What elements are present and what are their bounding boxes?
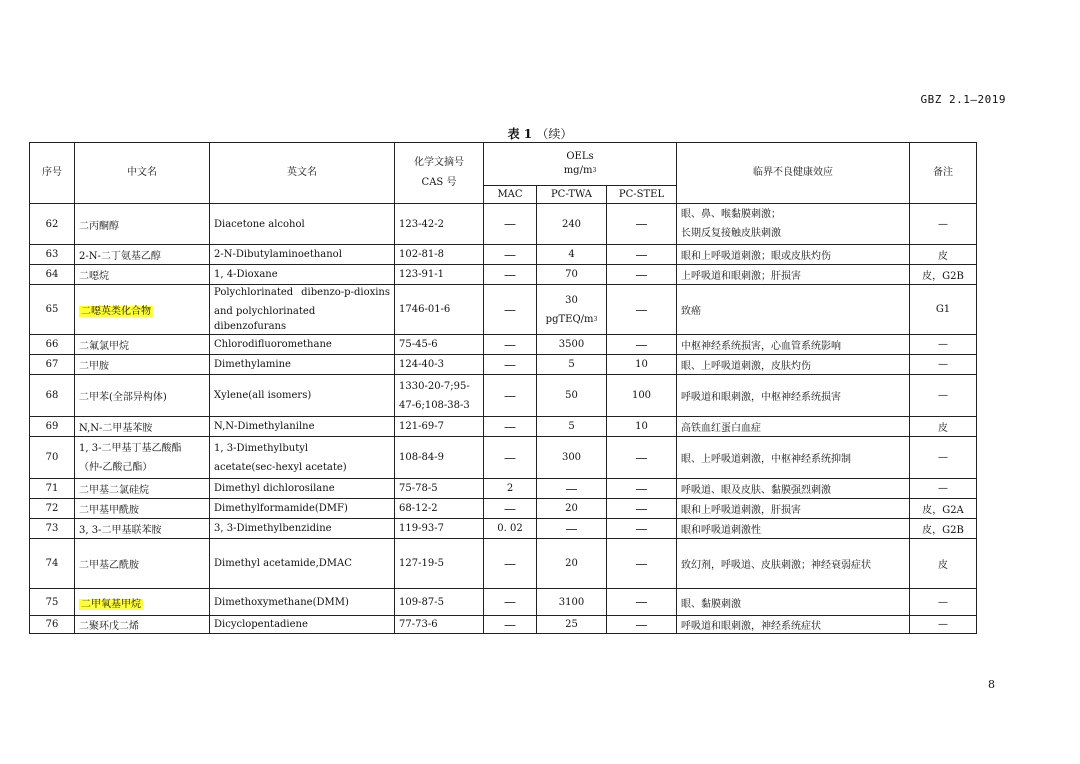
cell-mac: —	[484, 375, 537, 417]
table-row	[30, 437, 977, 479]
cell-en-name: Dimethylamine	[210, 355, 395, 375]
cell-pc-stel: —	[607, 616, 677, 634]
cell-pc-stel: 10	[607, 417, 677, 437]
cell-mac: —	[484, 245, 537, 265]
cell-en-name: 1, 4-Dioxane	[210, 265, 395, 285]
cell-pc-twa: 5	[537, 355, 607, 375]
cell-pc-stel: —	[607, 204, 677, 245]
cell-cn-name: 二氟氯甲烷	[75, 335, 210, 355]
cell-seq: 69	[30, 417, 75, 437]
cell-pc-twa: 240	[537, 204, 607, 245]
cell-pc-twa: —	[537, 519, 607, 539]
cell-cn-name	[75, 285, 210, 335]
cell-en-line1: 1, 3-Dimethylbutyl	[214, 442, 309, 454]
cell-pc-stel: —	[607, 499, 677, 519]
cell-note: —	[910, 437, 977, 479]
cell-en-name	[210, 285, 395, 335]
cell-seq: 65	[30, 285, 75, 335]
cell-note: —	[910, 375, 977, 417]
cell-en-name: Dimethyl acetamide,DMAC	[210, 539, 395, 589]
table-row	[30, 335, 977, 355]
cell-cas: 121-69-7	[395, 417, 484, 437]
cell-pc-twa: 300	[537, 437, 607, 479]
cell-pc-stel: —	[607, 245, 677, 265]
cell-effect: 眼和呼吸道刺激性	[677, 519, 910, 539]
cell-en-name: Dimethylformamide(DMF)	[210, 499, 395, 519]
cell-cn-line2: （仲-乙酸己酯）	[79, 461, 153, 473]
cell-seq: 74	[30, 539, 75, 589]
cell-note: —	[910, 616, 977, 634]
cell-mac: —	[484, 265, 537, 285]
cell-cas: 127-19-5	[395, 539, 484, 589]
table-row	[30, 417, 977, 437]
cell-seq: 64	[30, 265, 75, 285]
cell-pc-stel: —	[607, 335, 677, 355]
cell-pc-twa: 50	[537, 375, 607, 417]
cell-seq: 75	[30, 589, 75, 616]
cell-note: —	[910, 355, 977, 375]
cell-note: —	[910, 479, 977, 499]
cell-cn-name: 二甲基甲酰胺	[75, 499, 210, 519]
cell-mac: —	[484, 437, 537, 479]
cell-seq: 70	[30, 437, 75, 479]
cell-mac: —	[484, 589, 537, 616]
cell-cas: 1746-01-6	[395, 285, 484, 335]
page-number: 8	[988, 678, 995, 691]
cell-cn-name: 3, 3-二甲基联苯胺	[75, 519, 210, 539]
header-oels-label: OELs	[566, 151, 594, 162]
cell-pc-stel: —	[607, 519, 677, 539]
cell-effect: 眼、上呼吸道刺激，中枢神经系统抑制	[677, 437, 910, 479]
cell-cas: 119-93-7	[395, 519, 484, 539]
cell-note: —	[910, 589, 977, 616]
cell-note: 皮，G2A	[910, 499, 977, 519]
cell-pc-twa: —	[537, 479, 607, 499]
cell-pc-stel: —	[607, 265, 677, 285]
cell-cn-name	[75, 437, 210, 479]
cell-cas: 75-45-6	[395, 335, 484, 355]
cell-cas-line2: 47-6;108-38-3	[399, 399, 470, 411]
cell-pc-stel: —	[607, 539, 677, 589]
cell-cn-name: 2-N-二丁氨基乙醇	[75, 245, 210, 265]
cell-seq: 66	[30, 335, 75, 355]
cell-effect: 呼吸道和眼刺激，中枢神经系统损害	[677, 375, 910, 417]
table-row	[30, 204, 977, 245]
cell-pc-twa-value: 30	[565, 294, 578, 306]
cell-note: G1	[910, 285, 977, 335]
cell-en-name	[210, 437, 395, 479]
cell-note: 皮	[910, 417, 977, 437]
cell-mac: —	[484, 204, 537, 245]
standard-code: GBZ 2.1—2019	[920, 93, 1006, 106]
table-title-main: 表 1	[507, 127, 533, 141]
header-cas-line1: 化学文摘号	[414, 157, 464, 168]
cell-seq: 76	[30, 616, 75, 634]
header-oels	[484, 143, 677, 186]
cell-pc-twa: 25	[537, 616, 607, 634]
header-pc-stel: PC-STEL	[607, 186, 677, 204]
highlighted-name: 二噁英类化合物	[81, 306, 151, 317]
cell-pc-twa	[537, 285, 607, 335]
cell-seq: 72	[30, 499, 75, 519]
cell-mac: —	[484, 616, 537, 634]
cell-pc-twa: 20	[537, 499, 607, 519]
cell-en-name: N,N-Dimethylanilne	[210, 417, 395, 437]
table-row	[30, 479, 977, 499]
cell-en-name: Dimethyl dichlorosilane	[210, 479, 395, 499]
cell-mac: 2	[484, 479, 537, 499]
cell-note: 皮	[910, 539, 977, 589]
cell-pc-twa: 4	[537, 245, 607, 265]
table-row	[30, 265, 977, 285]
cell-seq: 62	[30, 204, 75, 245]
table-row	[30, 589, 977, 616]
cell-cn-name: 二聚环戊二烯	[75, 616, 210, 634]
table-row	[30, 499, 977, 519]
cell-effect: 眼和上呼吸道刺激，肝损害	[677, 499, 910, 519]
cell-cas: 102-81-8	[395, 245, 484, 265]
table-row	[30, 616, 977, 634]
cell-pc-stel: —	[607, 479, 677, 499]
cell-cn-name: 二甲胺	[75, 355, 210, 375]
cell-effect: 上呼吸道和眼刺激；肝损害	[677, 265, 910, 285]
cell-cas: 108-84-9	[395, 437, 484, 479]
cell-pc-twa: 3100	[537, 589, 607, 616]
header-note: 备注	[910, 143, 977, 204]
cell-en-line2: and polychlorinated dibenzofurans	[214, 306, 316, 332]
cell-en-line1: Polychlorinated dibenzo-p-dioxins	[214, 287, 390, 298]
cell-seq: 71	[30, 479, 75, 499]
cell-en-name: Chlorodifluoromethane	[210, 335, 395, 355]
cell-cas: 109-87-5	[395, 589, 484, 616]
table-title-continued: （续）	[536, 127, 573, 141]
cell-mac: —	[484, 499, 537, 519]
cell-cn-name	[75, 589, 210, 616]
cell-effect: 眼和上呼吸道刺激；眼或皮肤灼伤	[677, 245, 910, 265]
cell-cn-name: 二噁烷	[75, 265, 210, 285]
cell-cas: 124-40-3	[395, 355, 484, 375]
cell-note: 皮，G2B	[910, 519, 977, 539]
header-effect: 临界不良健康效应	[677, 143, 910, 204]
cell-en-name: 3, 3-Dimethylbenzidine	[210, 519, 395, 539]
cell-effect: 致癌	[677, 285, 910, 335]
oel-table	[29, 142, 977, 634]
cell-en-name: Dicyclopentadiene	[210, 616, 395, 634]
cell-pc-twa: 70	[537, 265, 607, 285]
cell-cas: 77-73-6	[395, 616, 484, 634]
cell-cn-name: N,N-二甲基苯胺	[75, 417, 210, 437]
cell-en-name: 2-N-Dibutylaminoethanol	[210, 245, 395, 265]
table-row	[30, 519, 977, 539]
cell-en-name: Xylene(all isomers)	[210, 375, 395, 417]
cell-en-name: Dimethoxymethane(DMM)	[210, 589, 395, 616]
cell-note: —	[910, 335, 977, 355]
cell-effect	[677, 204, 910, 245]
table-title	[0, 125, 1080, 142]
table-row	[30, 539, 977, 589]
cell-note: 皮	[910, 245, 977, 265]
header-en-name: 英文名	[210, 143, 395, 204]
cell-effect-line1: 眼、鼻、喉黏膜刺激；	[681, 209, 781, 220]
table-row	[30, 355, 977, 375]
cell-note: —	[910, 204, 977, 245]
cell-effect: 眼、上呼吸道刺激，皮肤灼伤	[677, 355, 910, 375]
cell-effect: 高铁血红蛋白血症	[677, 417, 910, 437]
cell-seq: 73	[30, 519, 75, 539]
cell-cas: 123-91-1	[395, 265, 484, 285]
cell-cn-name: 二甲基乙酰胺	[75, 539, 210, 589]
cell-cn-line1: 1, 3-二甲基丁基乙酸酯	[79, 442, 182, 454]
cell-en-name: Diacetone alcohol	[210, 204, 395, 245]
cell-pc-stel: 10	[607, 355, 677, 375]
cell-mac: —	[484, 285, 537, 335]
cell-pc-twa: 20	[537, 539, 607, 589]
header-cas	[395, 143, 484, 204]
cell-effect: 呼吸道和眼刺激，神经系统症状	[677, 616, 910, 634]
cell-mac: —	[484, 355, 537, 375]
cell-effect: 致幻剂，呼吸道、皮肤刺激；神经衰弱症状	[677, 539, 910, 589]
table-row	[30, 375, 977, 417]
cell-pc-twa: 5	[537, 417, 607, 437]
cell-effect-line2: 长期反复接触皮肤刺激	[681, 228, 781, 239]
header-pc-twa: PC-TWA	[537, 186, 607, 204]
highlighted-name: 二甲氧基甲烷	[81, 598, 141, 610]
cell-cn-name: 二甲苯(全部异构体)	[75, 375, 210, 417]
cell-effect: 中枢神经系统损害，心血管系统影响	[677, 335, 910, 355]
cell-cas: 68-12-2	[395, 499, 484, 519]
cell-pc-stel: 100	[607, 375, 677, 417]
cell-mac: —	[484, 417, 537, 437]
cell-seq: 67	[30, 355, 75, 375]
table-row	[30, 245, 977, 265]
cell-pc-stel: —	[607, 437, 677, 479]
cell-mac: —	[484, 335, 537, 355]
table-row	[30, 285, 977, 335]
header-cas-line2: CAS 号	[421, 177, 457, 188]
cell-seq: 63	[30, 245, 75, 265]
cell-cas: 123-42-2	[395, 204, 484, 245]
cell-pc-twa: 3500	[537, 335, 607, 355]
header-mac: MAC	[484, 186, 537, 204]
cell-pc-stel: —	[607, 589, 677, 616]
cell-cas: 75-78-5	[395, 479, 484, 499]
cell-cn-name: 二丙酮醇	[75, 204, 210, 245]
cell-cas-line1: 1330-20-7;95-	[399, 380, 470, 392]
cell-cas	[395, 375, 484, 417]
header-seq: 序号	[30, 143, 75, 204]
header-cn-name: 中文名	[75, 143, 210, 204]
header-oels-unit: $mg/m^3$	[563, 165, 597, 176]
cell-seq: 68	[30, 375, 75, 417]
cell-pc-stel: —	[607, 285, 677, 335]
cell-effect: 眼、黏膜刺激	[677, 589, 910, 616]
cell-note: 皮，G2B	[910, 265, 977, 285]
cell-mac: 0. 02	[484, 519, 537, 539]
cell-pc-twa-unit: pgTEQ/$m^3$	[545, 313, 598, 325]
cell-effect: 呼吸道、眼及皮肤、黏膜强烈刺激	[677, 479, 910, 499]
cell-mac: —	[484, 539, 537, 589]
cell-en-line2: acetate(sec-hexyl acetate)	[214, 461, 347, 473]
cell-cn-name: 二甲基二氯硅烷	[75, 479, 210, 499]
